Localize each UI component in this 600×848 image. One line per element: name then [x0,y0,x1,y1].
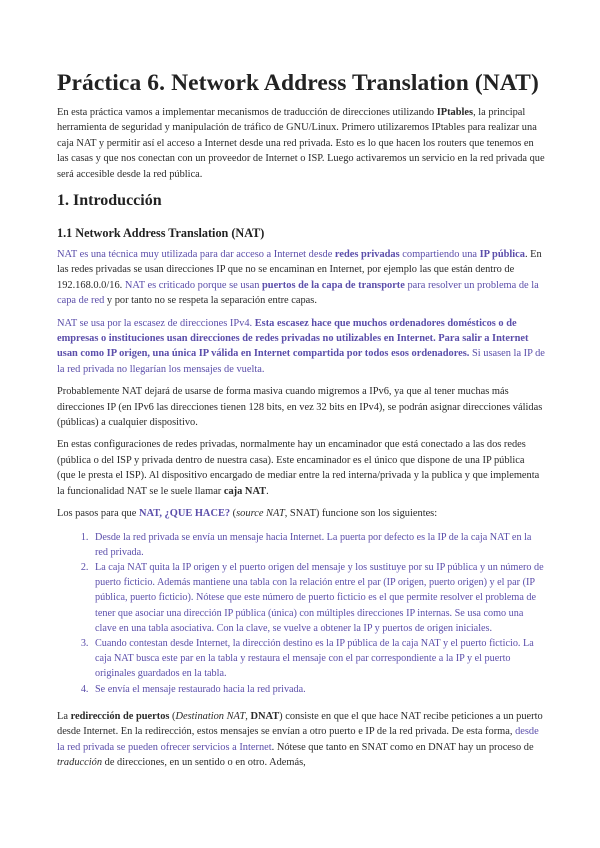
intro-paragraph [57,105,545,189]
italic-term: source NAT [236,508,285,520]
bold-term: redirección de puertos [70,710,170,722]
paragraph-text: ) consiste en que el que hace NAT recibe peticiones a un puerto desde Internet. En la redirección, estos mensajes se envían a otro puerto e IP de la red privada. De esta forma, [57,710,543,738]
page-title: Práctica 6. Network Address Translation (NAT) [57,70,539,96]
highlight-text: Si usasen la IP de la red privada no llegarían los mensajes de vuelta. [57,348,545,375]
paragraph-text: , SNAT) funcione son los siguientes: [284,508,438,520]
paragraph-text: . [266,485,269,497]
list-item: 1. Desde la red privada se envía un mensaje hacia Internet. La puerta por defecto es la IP de la caja NAT en la red privada. [91,530,545,560]
intro-text-part: En esta práctica vamos a implementar mecanismos de traducción de direcciones utilizando [57,107,437,118]
paragraph-ipv6: Probablemente NAT dejará de usarse de forma masiva cuando migremos a IPv6, ya que al tener muchas más direcciones IP (en IPv6 las direcciones tienen 128 bits, en vez 32 bits en IPv4), se podrán asignar direcciones válidas (públicas) a cualquier dispositivo. [57,386,543,429]
paragraph-ipv4-scarcity [57,316,545,378]
highlight-text: NAT es una técnica muy utilizada para dar acceso a Internet desde [57,249,335,260]
intro-text-part: , la principal herramienta de seguridad y manipulación de tráfico de GNU/Linux. Primero utilizaremos IPtables para realizar una caja NAT y permitir así el acceso a Internet desde una red privada. Esto es lo que hacen los routers que tenemos en las casas y que nos conectan con un proveedor de Internet o ISP. Luego activaremos un servicio en la red privada que será accesible desde la red pública. [57,107,545,180]
paragraph-text: ( [169,710,176,722]
subsection-heading-nat: 1.1 Network Address Translation (NAT) [57,226,265,240]
highlight-bold-text: puertos de la capa de transporte [262,279,405,291]
highlight-bold-text: IP pública [479,249,525,260]
italic-term: traducción [57,756,103,768]
highlight-text: NAT se usa por la escasez de direcciones IPv4. [57,317,255,329]
paragraph-dnat [57,709,545,771]
paragraph-text: Los pasos para que [57,508,139,520]
highlight-bold-text: NAT, ¿QUE HACE? [138,508,231,520]
bold-term: DNAT [250,710,280,722]
section-heading-introduccion: 1. Introducción [57,192,162,209]
highlight-text: compartiendo una [399,249,480,260]
highlight-text: para resolver un problema de la capa de red [57,279,539,307]
iptables-term: IPtables [436,107,474,118]
intro-text [57,105,545,182]
list-item: 2. La caja NAT quita la IP origen y el puerto origen del mensaje y los sustituye por su IP pública y un número de puerto ficticio. Además mantiene una tabla con la relación entre el par (IP origen, puerto origen) y el par (IP pública, puerto ficticio). Nótese que este número de puerto ficticio es el que permite resolver el problema de tener que asociar una dirección IP pública (única) con múltiples direcciones IP internas. Se usa como una clave en una tabla asociativa. Con la clave, se vuelve a obtener la IP y puertos de origen iniciales. [91,560,545,636]
paragraph-text: En estas configuraciones de redes privadas, normalmente hay un encaminador que está conectado a las dos redes (pública o del ISP y privada dentro de nuestra casa). Este encaminador es el único que dispone de una IP pública (que le presta el ISP). Al dispositivo encargado de mediar entre la red interna/privada y la publica y que implementa la funcionalidad NAT se le suele llamar [57,439,540,497]
paragraph-text: ( [230,508,237,520]
paragraph-snat-steps-intro [57,506,545,521]
highlight-text: desde la red privada se pueden ofrecer servicios a Internet [57,726,539,753]
list-item: 3. Cuando contestan desde Internet, la dirección destino es la IP pública de la caja NAT y el puerto ficticio. La caja NAT busca este par en la tabla y restaura el mensaje con el par correspondiente a la IP y el puerto originales guardados en la tabla. [91,636,545,682]
snat-steps-list [57,530,545,697]
paragraph-text: , [245,710,251,722]
paragraph-text: La [57,710,71,722]
paragraph-text: y por tanto no se respeta la separación entre capas. [104,295,317,307]
paragraph-caja-nat [57,437,545,499]
list-item: 4. Se envía el mensaje restaurado hacia la red privada. [91,682,545,697]
highlight-bold-text: redes privadas [334,249,400,260]
paragraph-text: . En las redes privadas se usan direcciones IP que no se encaminan en Internet, por ejemplo las que están dentro de 192.168.0.0/16. [57,249,542,291]
italic-term: Destination NAT [175,710,246,722]
paragraph-nat-definition [57,247,545,309]
caja-nat-term: caja NAT [223,485,267,497]
highlight-bold-text: Esta escasez hace que muchos ordenadores domésticos o de empresas o instituciones usan direcciones de redes privadas no utilizables en Internet. Para salir a Internet usan como IP origen, una única IP válida en Internet compartida por todos esos ordenadores. [57,317,529,360]
paragraph-text: . Nótese que tanto en SNAT como en DNAT hay un proceso de [271,741,534,753]
highlight-text: NAT es criticado porque se usan [124,279,263,291]
paragraph-text: de direcciones, en un sentido o en otro. Además, [102,756,306,768]
section-body [57,247,545,777]
